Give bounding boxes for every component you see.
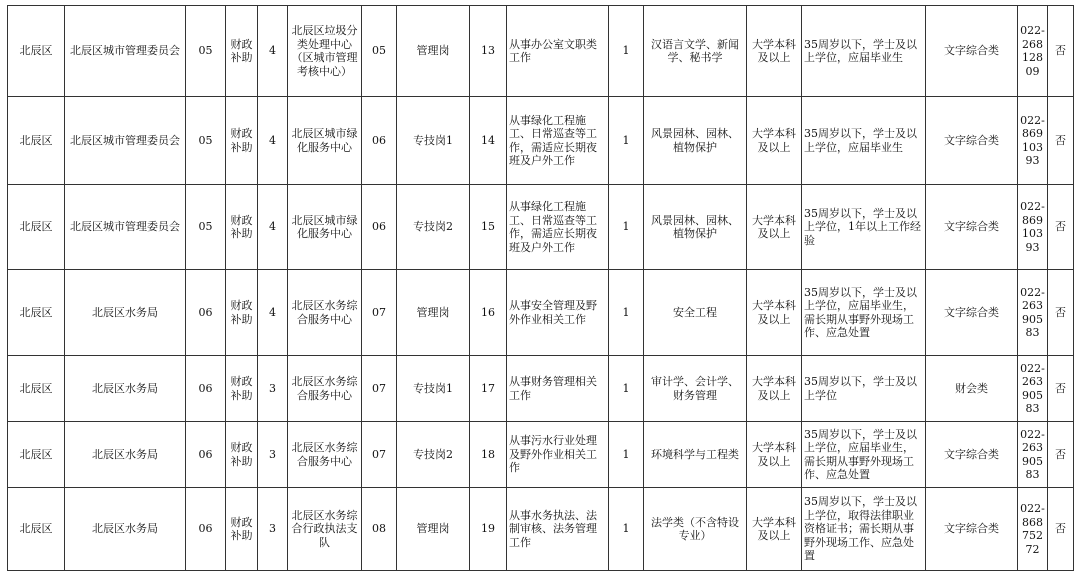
department-cell: 北辰区城市管理委员会: [65, 6, 186, 97]
education-cell: 大学本科及以上: [747, 97, 802, 185]
district-cell: 北辰区: [8, 185, 65, 270]
department-code-cell: 06: [186, 422, 226, 488]
department-code-cell: 05: [186, 185, 226, 270]
funding-type-cell: 财政补助: [226, 6, 258, 97]
count-cell: 1: [609, 422, 644, 488]
count-cell: 1: [609, 270, 644, 356]
flag-cell: 否: [1048, 356, 1074, 422]
district-cell: 北辰区: [8, 97, 65, 185]
level-cell: 3: [258, 488, 288, 571]
unit-code-cell: 06: [362, 185, 397, 270]
unit-code-cell: 07: [362, 270, 397, 356]
duty-cell: 从事绿化工程施工、日常巡查等工作，需适应长期夜班及户外工作: [507, 97, 609, 185]
major-cell: 法学类（不含特设专业）: [644, 488, 747, 571]
table-row: [8, 6, 1074, 97]
level-cell: 3: [258, 422, 288, 488]
department-cell: 北辰区水务局: [65, 270, 186, 356]
level-cell: 4: [258, 6, 288, 97]
department-cell: 北辰区水务局: [65, 488, 186, 571]
post-code-cell: 18: [470, 422, 507, 488]
funding-type-cell: 财政补助: [226, 97, 258, 185]
count-cell: 1: [609, 185, 644, 270]
department-code-cell: 06: [186, 488, 226, 571]
requirements-cell: 35周岁以下，学士及以上学位，应届毕业生，需长期从事野外现场工作、应急处置: [802, 422, 926, 488]
unit-code-cell: 07: [362, 356, 397, 422]
post-code-cell: 15: [470, 185, 507, 270]
department-cell: 北辰区水务局: [65, 422, 186, 488]
duty-cell: 从事水务执法、法制审核、法务管理工作: [507, 488, 609, 571]
post-cell: 管理岗: [397, 270, 470, 356]
post-code-cell: 19: [470, 488, 507, 571]
post-cell: 管理岗: [397, 488, 470, 571]
department-cell: 北辰区城市管理委员会: [65, 97, 186, 185]
district-cell: 北辰区: [8, 6, 65, 97]
major-cell: 风景园林、园林、植物保护: [644, 185, 747, 270]
post-cell: 专技岗2: [397, 185, 470, 270]
education-cell: 大学本科及以上: [747, 6, 802, 97]
unit-code-cell: 07: [362, 422, 397, 488]
post-cell: 专技岗2: [397, 422, 470, 488]
post-cell: 管理岗: [397, 6, 470, 97]
recruitment-table: [7, 5, 1074, 571]
unit-code-cell: 08: [362, 488, 397, 571]
phone-cell: 022-86875272: [1018, 488, 1048, 571]
level-cell: 4: [258, 185, 288, 270]
education-cell: 大学本科及以上: [747, 270, 802, 356]
duty-cell: 从事绿化工程施工、日常巡查等工作，需适应长期夜班及户外工作: [507, 185, 609, 270]
major-cell: 安全工程: [644, 270, 747, 356]
unit-cell: 北辰区水务综合服务中心: [288, 422, 362, 488]
count-cell: 1: [609, 488, 644, 571]
unit-cell: 北辰区水务综合行政执法支队: [288, 488, 362, 571]
department-cell: 北辰区水务局: [65, 356, 186, 422]
exam-type-cell: 文字综合类: [926, 488, 1018, 571]
unit-cell: 北辰区城市绿化服务中心: [288, 185, 362, 270]
flag-cell: 否: [1048, 185, 1074, 270]
education-cell: 大学本科及以上: [747, 422, 802, 488]
phone-cell: 022-86910393: [1018, 97, 1048, 185]
requirements-cell: 35周岁以下，学士及以上学位，1年以上工作经验: [802, 185, 926, 270]
table-row: [8, 97, 1074, 185]
unit-cell: 北辰区城市绿化服务中心: [288, 97, 362, 185]
flag-cell: 否: [1048, 422, 1074, 488]
education-cell: 大学本科及以上: [747, 356, 802, 422]
district-cell: 北辰区: [8, 422, 65, 488]
level-cell: 4: [258, 97, 288, 185]
count-cell: 1: [609, 6, 644, 97]
duty-cell: 从事污水行业处理及野外作业相关工作: [507, 422, 609, 488]
requirements-cell: 35周岁以下，学士及以上学位，应届毕业生: [802, 97, 926, 185]
district-cell: 北辰区: [8, 356, 65, 422]
exam-type-cell: 文字综合类: [926, 422, 1018, 488]
table-row: [8, 185, 1074, 270]
department-code-cell: 05: [186, 6, 226, 97]
level-cell: 3: [258, 356, 288, 422]
exam-type-cell: 财会类: [926, 356, 1018, 422]
flag-cell: 否: [1048, 6, 1074, 97]
flag-cell: 否: [1048, 97, 1074, 185]
major-cell: 审计学、会计学、财务管理: [644, 356, 747, 422]
count-cell: 1: [609, 97, 644, 185]
duty-cell: 从事财务管理相关工作: [507, 356, 609, 422]
funding-type-cell: 财政补助: [226, 185, 258, 270]
department-code-cell: 06: [186, 356, 226, 422]
unit-code-cell: 06: [362, 97, 397, 185]
flag-cell: 否: [1048, 488, 1074, 571]
phone-cell: 022-26390583: [1018, 422, 1048, 488]
exam-type-cell: 文字综合类: [926, 270, 1018, 356]
requirements-cell: 35周岁以下，学士及以上学位，取得法律职业资格证书；需长期从事野外现场工作、应急处置: [802, 488, 926, 571]
count-cell: 1: [609, 356, 644, 422]
department-cell: 北辰区城市管理委员会: [65, 185, 186, 270]
post-code-cell: 17: [470, 356, 507, 422]
funding-type-cell: 财政补助: [226, 356, 258, 422]
flag-cell: 否: [1048, 270, 1074, 356]
funding-type-cell: 财政补助: [226, 270, 258, 356]
table-row: [8, 488, 1074, 571]
education-cell: 大学本科及以上: [747, 488, 802, 571]
unit-cell: 北辰区水务综合服务中心: [288, 270, 362, 356]
major-cell: 汉语言文学、新闻学、秘书学: [644, 6, 747, 97]
table-row: [8, 356, 1074, 422]
post-cell: 专技岗1: [397, 356, 470, 422]
post-code-cell: 14: [470, 97, 507, 185]
exam-type-cell: 文字综合类: [926, 97, 1018, 185]
department-code-cell: 05: [186, 97, 226, 185]
funding-type-cell: 财政补助: [226, 488, 258, 571]
phone-cell: 022-26390583: [1018, 270, 1048, 356]
funding-type-cell: 财政补助: [226, 422, 258, 488]
phone-cell: 022-26812809: [1018, 6, 1048, 97]
phone-cell: 022-86910393: [1018, 185, 1048, 270]
education-cell: 大学本科及以上: [747, 185, 802, 270]
post-code-cell: 13: [470, 6, 507, 97]
district-cell: 北辰区: [8, 488, 65, 571]
phone-cell: 022-26390583: [1018, 356, 1048, 422]
level-cell: 4: [258, 270, 288, 356]
exam-type-cell: 文字综合类: [926, 185, 1018, 270]
duty-cell: 从事安全管理及野外作业相关工作: [507, 270, 609, 356]
requirements-cell: 35周岁以下，学士及以上学位，应届毕业生，需长期从事野外现场工作、应急处置: [802, 270, 926, 356]
table-body: [8, 6, 1074, 571]
table-row: [8, 422, 1074, 488]
district-cell: 北辰区: [8, 270, 65, 356]
major-cell: 风景园林、园林、植物保护: [644, 97, 747, 185]
exam-type-cell: 文字综合类: [926, 6, 1018, 97]
unit-cell: 北辰区垃圾分类处理中心（区城市管理考核中心）: [288, 6, 362, 97]
duty-cell: 从事办公室文职类工作: [507, 6, 609, 97]
unit-cell: 北辰区水务综合服务中心: [288, 356, 362, 422]
table-row: [8, 270, 1074, 356]
major-cell: 环境科学与工程类: [644, 422, 747, 488]
post-cell: 专技岗1: [397, 97, 470, 185]
post-code-cell: 16: [470, 270, 507, 356]
department-code-cell: 06: [186, 270, 226, 356]
requirements-cell: 35周岁以下，学士及以上学位: [802, 356, 926, 422]
unit-code-cell: 05: [362, 6, 397, 97]
requirements-cell: 35周岁以下，学士及以上学位，应届毕业生: [802, 6, 926, 97]
